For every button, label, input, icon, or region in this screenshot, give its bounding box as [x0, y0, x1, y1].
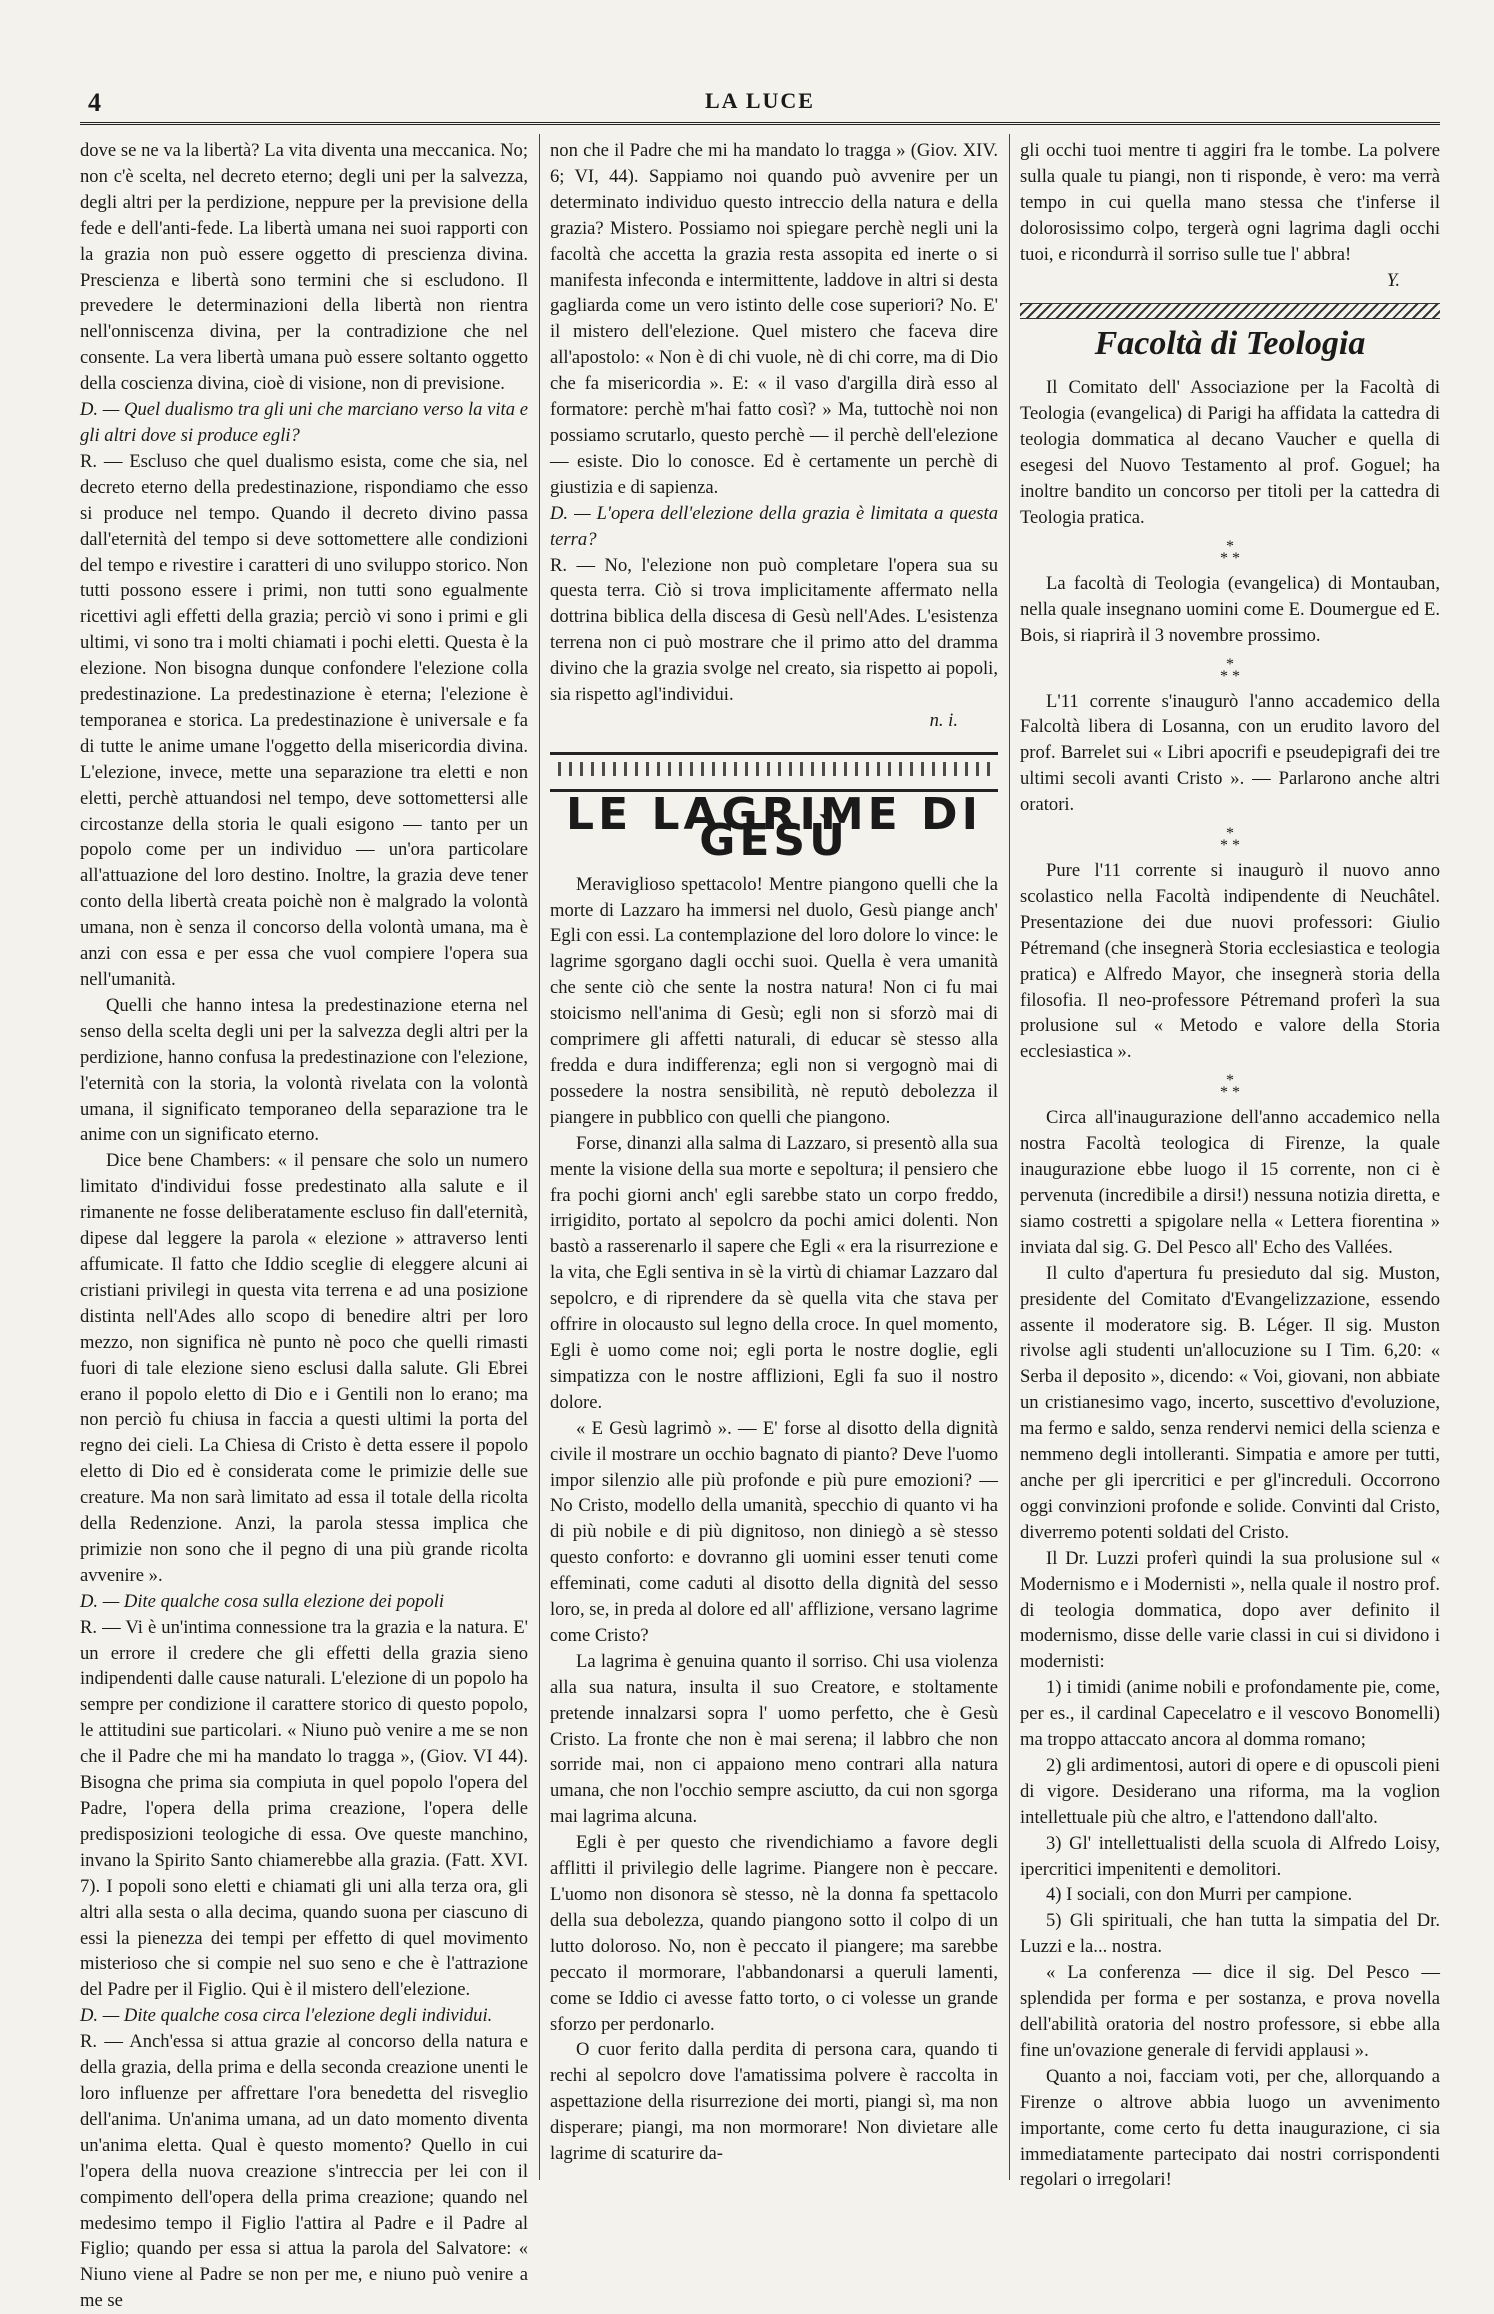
paragraph: R. — Anch'essa si attua grazie al concorso della natura e della grazia, della prima e della seconda creazione unenti le loro influenze per affrettare l'ora benedetta del risveglio dell'anima. Un'anima umana, ad un dato momento diventa un'anima eletta. Qual è questo momento? Quello in cui l'opera della nuova creazione s'intreccia per lei con il compimento dell'opera della prima creazione; quando nel medesimo tempo il Figlio l'attira al Padre e il Padre al Figlio; quando per essa si attua la parola del Salvatore: « Niuno viene al Padre se non per me, e niuno può venire a me se — [80, 2031, 528, 2312]
column-3 — [1020, 138, 1440, 2193]
lagrime-article-body — [550, 872, 998, 2167]
paragraph: Quelli che hanno intesa la predestinazione eterna nel senso della scelta degli uni per la salvezza degli altri per la perdizione, hanno confusa la predestinazione con l'elezione, l'eternità con la storia, la volontà rivelata con la volontà umana, il significato temporaneo della separazione tra le anime con un significato eterno. — [80, 994, 528, 1146]
page-number: 4 — [88, 88, 101, 117]
paragraph: Circa all'inaugurazione dell'anno accademico nella nostra Facoltà teologica di Firenze, la quale inaugurazione ebbe luogo il 15 corrente, non ci è pervenuta (incredibile a dirsi!) nessuna notizia diretta, e siamo costretti a spigolare nella « Lettera fiorentina » inviata dal sig. G. Del Pesco all' Echo des Vallées. — [1020, 1107, 1440, 1258]
section-title-teologia: Facoltà di Teologia — [1094, 325, 1366, 363]
paragraph: non che il Padre che mi ha mandato lo tragga » (Giov. XIV. 6; VI, 44). Sappiamo noi quando può avvenire per un determinato individuo questo intreccio della natura e della grazia? Mistero. Possiamo noi spiegare perchè negli uni la facoltà che accetta la grazia resta assopita ed inerte o si manifesta infeconda e intermittente, laddove in altri si desta gagliarda come un vero istinto delle cose superiori? No. E' il mistero dell'elezione. Quel mistero che faceva dire all'apostolo: « Non è di chi vuole, nè di chi corre, ma di Dio che fa misericordia ». E: « il vaso d'argilla dirà esso al formatore: perchè m'hai fatto così? » Ma, tuttochè noi non possiamo scrutarlo, questo perchè — il perchè dell'elezione — esiste. Dio lo conosce. Ed è certamente un perchè di giustizia e di sapienza. — [550, 140, 998, 498]
column-rule — [539, 134, 540, 2180]
paragraph: 3) Gl' intellettualisti della scuola di Alfredo Loisy, ipercritici impenitenti e demolitori. — [1020, 1832, 1440, 1880]
page-header — [80, 70, 1440, 120]
author-signature: n. i. — [929, 709, 958, 731]
separator-asterisks: * * * — [1220, 537, 1240, 567]
paragraph: 4) I sociali, con don Murri per campione. — [1046, 1884, 1353, 1906]
paragraph: gli occhi tuoi mentre ti aggiri fra le tombe. La polvere sulla quale tu piangi, non ti risponde, è vero: ma verrà tempo in cui quella mano stessa che t'inferse il dolorosissimo colpo, tergerà ogni lagrima dagli occhi tuoi, e ricondurrà il sorriso sulle tue l' abbra! — [1020, 140, 1440, 265]
paragraph: « La conferenza — dice il sig. Del Pesco — splendida per forma e per sostanza, e prova novella dell'abilità oratoria del nostro professore, si ebbe alla fine un'ovazione generale di fervidi applausi ». — [1020, 1962, 1440, 2061]
column-1 — [80, 138, 528, 2314]
paragraph: R. — Vi è un'intima connessione tra la grazia e la natura. E' un errore il credere che gli effetti della grazia sieno indipendenti dalle cause naturali. L'elezione di un popolo ha sempre per condizione il carattere storico di questo popolo, le attitudini sue particolari. « Niuno può venire a me se non che il Padre che mi ha mandato lo tragga », (Giov. VI 44). Bisogna che prima sia compiuta in quel popolo l'opera del Padre, l'opera della prima creazione, l'opera delle predisposizioni teologiche di essa. Ove queste manchino, invano la Spirito Santo chiamerebbe alla grazia. (Fatt. XVI. 7). I popoli sono eletti e chiamati gli uni alla terza ora, gli altri alla sesta o alla decima, quando suona per ciascuno di essi la pienezza dei tempi per effetto di quel movimento misterioso che si compie nel suo seno e che è l'attrazione del Padre per il Figlio. Qui è il mistero dell'elezione. — [80, 1616, 528, 2001]
paragraph: R. — Escluso che quel dualismo esista, come che sia, nel decreto eterno della predestinazione, rispondiamo che esso si produce nel tempo. Quando il decreto divino passa dall'eternità del tempo si deve sottomettere alle condizioni del tempo e rivestire i caratteri di uno sviluppo storico. Non tutti possono essere i primi, non tutti sono egualmente ricettivi agli effetti della grazia; perciò vi sono i primi e gli ultimi, vi sono tra i molti chiamati i pochi eletti. Questa è la elezione. Non bisogna dunque confondere l'elezione colla predestinazione. La predestinazione è eterna; l'elezione è temporanea e storica. La predestinazione è universale e fa di tutte le anime umane l'oggetto della misericordia divina. L'elezione, invece, mette una separazione tra eletti e non eletti, perchè attuandosi nel tempo, deve sottomettersi alle circostanze della storia le quali esigono — tanto per un popolo come per un individuo — un'ora particolare all'attuazione del loro destino. Inoltre, la grazia deve tener conto della libertà creata poichè non è malgrado la volontà umana, non è senza il concorso della volontà umana, ma è anzi con essa e per essa che vuol compiere l'opera sua nell'umanità. — [80, 450, 528, 990]
column-2 — [550, 138, 998, 2167]
column-rule — [1009, 134, 1010, 2180]
separator-asterisks: * * * — [1220, 825, 1240, 855]
article-title-lagrime: LE LAGRIME DI GESÙ — [566, 788, 982, 866]
paragraph: Forse, dinanzi alla salma di Lazzaro, si presentò alla sua mente la visione della sua morte e sepoltura; il pensiero che fra pochi giorni anch' egli sarebbe stato un corpo freddo, irrigidito, portato al sepolcro da pochi amici dolenti. Non bastò a rasserenarlo il sapere che Egli « era la risurrezione e la vita, che Egli sentiva in sè la virtù di chiamar Lazzaro dal sepolcro, e di riprendere da sè quella vita che stava per offrire in olocausto sul legno della croce. In quel momento, Egli è uomo come noi; egli porta le nostre doglie, egli simpatizza con le nostre afflizioni, Egli fa suo il nostro dolore. — [550, 1132, 998, 1413]
paragraph: L'11 corrente s'inaugurò l'anno accademico della Falcoltà libera di Losanna, con un erudito lavoro del prof. Barrelet sui « Libri apocrifi e pseudepigrafi dei tre ultimi secoli avanti Cristo ». — Parlarono anche altri oratori. — [1020, 690, 1440, 816]
paragraph: O cuor ferito dalla perdita di persona cara, quando ti rechi al sepolcro dove l'amatissima polvere è raccolta in aspettazione della risurrezione dei morti, piangi sì, ma non disperare; piangi, ma non mormorare! Non divietare alle lagrime di scaturire da- — [550, 2039, 998, 2165]
paragraph: Il Comitato dell' Associazione per la Facoltà di Teologia (evangelica) di Parigi ha affidata la cattedra di teologia dommatica al decano Vaucher e quella di esegesi del Nuovo Testamento al prof. Goguel; ha inoltre bandito un concorso per titoli per la cattedra di Teologia pratica. — [1020, 377, 1440, 528]
paragraph: 5) Gli spirituali, che han tutta la simpatia del Dr. Luzzi e la... nostra. — [1020, 1910, 1440, 1958]
question-paragraph: D. — L'opera dell'elezione della grazia è limitata a questa terra? — [550, 502, 998, 550]
lagrime-continuation — [1020, 138, 1440, 268]
paragraph: R. — No, l'elezione non può completare l'opera sua su questa terra. Ciò si trova implicitamente affermato nella dottrina biblica della discesa di Gesù nell'Ades. L'esistenza terrena non ci può mostrare che il primo atto del dramma divino che la grazia svolge nel creato, sia rispetto ai popoli, sia rispetto agl'individui. — [550, 554, 998, 706]
newspaper-page — [80, 70, 1440, 2312]
paragraph: « E Gesù lagrimò ». — E' forse al disotto della dignità civile il mostrare un occhio bagnato di pianto? Deve l'uomo impor silenzio alle più profonde e più pure emozioni? — No Cristo, modello della umanità, specchio di quanto vi ha di più nobile e di più dignitoso, non diniegò a sè stesso questo conforto: e dovranno gli uomini esser tenuti come effeminati, come caduti al disotto della dignità del sesso loro, se, in preda al dolore ed all' afflizione, versano lagrime come Cristo? — [550, 1417, 998, 1646]
question-paragraph: D. — Quel dualismo tra gli uni che marciano verso la vita e gli altri dove si produce egli? — [80, 399, 528, 446]
decorative-rule — [1020, 303, 1440, 319]
question-paragraph: D. — Dite qualche cosa sulla elezione dei popoli — [80, 1590, 445, 1612]
paragraph: Quanto a noi, facciam voti, per che, allorquando a Firenze o altrove abbia luogo un avvenimento importante, come certo fu detta inaugurazione, ci sia immediatamente partecipato dai nostri corrispondenti regolari o irregolari! — [1020, 2065, 1440, 2191]
separator-asterisks: * * * — [1220, 1072, 1240, 1102]
paragraph: Pure l'11 corrente si inaugurò il nuovo anno scolastico nella Facoltà indipendente di Neuchâtel. Presentazione dei due nuovi professori: Giulio Pétremand (che insegnerà Storia ecclesiastica e teologia pratica) e Alfredo Mayor, che insegnerà storia della filosofia. Il neo-professore Pétremand proferì la sua prolusione sul « Metodo e valore della Storia ecclesiastica ». — [1020, 860, 1440, 1063]
ornamental-border — [550, 752, 998, 792]
question-paragraph: D. — Dite qualche cosa circa l'elezione degli individui. — [80, 2005, 493, 2027]
teologia-news-body — [1020, 375, 1440, 2193]
separator-asterisks: * * * — [1220, 655, 1240, 685]
paragraph: La lagrima è genuina quanto il sorriso. Chi usa violenza alla sua natura, insulta il suo Creatore, e stoltamente pretende innalzarsi sopra l' uomo perfetto, che è Gesù Cristo. La fronte che non è mai serena; il labbro che non sorride mai, non ci appaiono meno contrari alla natura umana, che non l'occhio sempre asciutto, da cui non sgorga mai lagrima alcuna. — [550, 1650, 998, 1828]
paragraph: Meraviglioso spettacolo! Mentre piangono quelli che la morte di Lazzaro ha immersi nel duolo, Gesù piange anch' Egli con essi. La contemplazione del loro dolore lo vince: le lagrime sgorgano dagli occhi suoi. Quella è vera umanità che sente ciò che sente la nostra natura! Non ci fu mai stoicismo nell'anima di Gesù; egli non si sforzò mai di comprimere gli affetti naturali, di educar sè stesso alla fredda e dura indifferenza; egli non si vergognò mai di possedere la nostra sensibilità, nè reputò debolezza il piangere in pubblico con quelli che piangono. — [550, 873, 998, 1128]
catechism-continuation — [550, 138, 998, 708]
paragraph: 2) gli ardimentosi, autori di opere e di opuscoli pieni di vigore. Desiderano una riforma, ma la voglion intellettuale più che altro, e l'attendono dall'alto. — [1020, 1754, 1440, 1828]
paragraph: Il Dr. Luzzi proferì quindi la sua prolusione sul « Modernismo e i Modernisti », nella quale il nostro prof. di teologia dommatica, dopo aver definito il modernismo, disse delle varie classi in cui si dividono i modernisti: — [1020, 1547, 1440, 1673]
author-signature: Y. — [1386, 269, 1400, 291]
paragraph: Il culto d'apertura fu presieduto dal sig. Muston, presidente del Comitato d'Evangelizzazione, essendo assente il moderatore sig. B. Léger. Il sig. Muston rivolse agli studenti un'allocuzione su I Tim. 6,20: « Serba il deposito », dicendo: « Voi, giovani, non abbiate un cristianesimo vago, incerto, suscettivo d'evoluzione, ma fermo e saldo, senza rendervi nemici della scienza e nemmeno degli intolleranti. Simpatia e amore per tutti, anche per gli ipercritici e per gl'increduli. Occorrono oggi convinzioni profonde e solide. Convinti dal Cristo, diverremo potenti soldati del Cristo. — [1020, 1262, 1440, 1543]
paragraph: Dice bene Chambers: « il pensare che solo un numero limitato d'individui fosse predestinato alla salute e il rimanente ne fosse deliberatamente escluso fin dall'eternità, dipese dal leggere la parola « elezione » attraverso lenti affumicate. Il fatto che Iddio sceglie di eleggere alcuni ai cristiani privilegi in questa vita terrena e ad una posizione distinta nell'Ades allo scopo di benedire altri per loro mezzo, non significa nè punto nè poco che quelli rimasti fuori di tale elezione sieno esclusi dalla salute. Gli Ebrei erano il popolo eletto di Dio e i Gentili non lo erano; ma non perciò fu chiusa in faccia a questi ultimi la porta del regno dei cieli. La Chiesa di Cristo è detta essere il popolo eletto di Dio ed è considerata come le primizie delle sue creature. Ma non sarà limitato ad essa il totale della ricolta della Redenzione. Anzi, la parola stessa implica che primizie non sono che il pegno di una più grande ricolta avvenire ». — [80, 1150, 528, 1586]
paragraph: Egli è per questo che rivendichiamo a favore degli afflitti il privilegio delle lagrime. Piangere non è peccare. L'uomo non disonora sè stesso, nè la donna fa spettacolo della sua debolezza, quando piangono sotto il colpo di un lutto doloroso. No, non è peccato il piangere; ma sarebbe peccato il mormorare, l'abbandonarsi a queruli lamenti, come se Iddio ci avesse fatto torto, o ci volesse un grande sforzo per perdonarlo. — [550, 1832, 998, 2035]
paragraph: 1) i timidi (anime nobili e profondamente pie, come, per es., il cardinal Capecelatro e il vescovo Bonomelli) ma troppo attaccato ancora al domma romano; — [1020, 1677, 1440, 1751]
paragraph: dove se ne va la libertà? La vita diventa una meccanica. No; non c'è scelta, nel decreto eterno; degli uni per la salvezza, degli altri per la perdizione, neppure per la previsione della fede e dell'anti-fede. La libertà umana nei suoi rapporti con la grazia non può essere oggetto di prescienza divina. Prescienza e libertà sono termini che si escludono. Il prevedere le determinazioni della libertà non rientra nell'onniscenza divina, per la contradizione che nel consente. La vera libertà umana può essere soltanto oggetto della coscienza divina, cioè di visione, non di previsione. — [80, 140, 528, 395]
masthead: LA LUCE — [705, 88, 815, 113]
paragraph: La facoltà di Teologia (evangelica) di Montauban, nella quale insegnano uomini come E. Doumergue ed E. Bois, si riaprirà il 3 novembre prossimo. — [1020, 572, 1440, 646]
header-rule — [80, 122, 1440, 125]
